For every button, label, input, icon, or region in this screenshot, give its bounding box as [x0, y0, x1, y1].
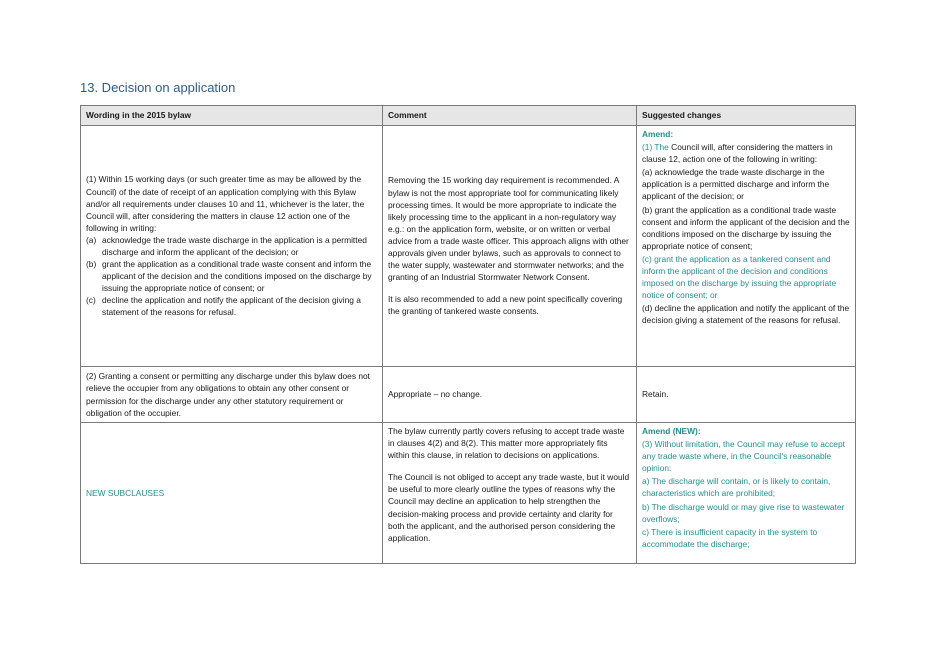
comment-paragraph: The bylaw currently partly covers refusing to accept trade waste in clauses 4(2) and 8(2). This matter more appropriately fits within this clause, in relation to decisions on applications. [388, 426, 625, 461]
list-item [86, 258, 377, 294]
suggested-item-b: (b) grant the application as a conditional trade waste consent and inform the applicant of the decision and the conditions imposed on the discharge by issuing the appropriate notice of consent; [642, 204, 850, 251]
amend-new-label: Amend (NEW): [642, 426, 701, 436]
wording-list [86, 234, 377, 319]
suggested-cell: Retain. [637, 367, 856, 423]
list-item [86, 234, 377, 258]
list-item-label: (b) [86, 259, 97, 270]
comment-cell [383, 423, 637, 564]
suggested-cell [637, 423, 856, 564]
suggested-clause-1 [642, 141, 850, 165]
table-row [81, 126, 856, 367]
suggested-cell [637, 126, 856, 367]
list-item-text: grant the application as a conditional trade waste consent and inform the applicant of the decision and the conditions imposed on the discharge by issuing the appropriate notice of consent; or [102, 259, 372, 294]
header-comment: Comment [383, 106, 637, 126]
suggested-item-a: a) The discharge will contain, or is likely to contain, characteristics which are prohibited; [642, 476, 831, 499]
header-wording: Wording in the 2015 bylaw [81, 106, 383, 126]
list-item-text: decline the application and notify the applicant of the decision giving a statement of the reasons for refusal. [102, 295, 361, 318]
wording-intro: (1) Within 15 working days (or such greater time as may be allowed by the Council) of the date of receipt of an application complying with this Bylaw and/or all requirements under clauses 10 and 11, whichever is the later, the Council will, after considering the matters in clause 12 action one of the following in writing: [86, 174, 365, 233]
suggested-clause-3: (3) Without limitation, the Council may refuse to accept any trade waste where, in the Council's reasonable opinion: [642, 439, 845, 474]
amend-label: Amend: [642, 129, 674, 139]
suggested-item-a: (a) acknowledge the trade waste discharge in the application is a permitted discharge and inform the applicant of the decision; or [642, 167, 830, 202]
comment-cell [383, 126, 637, 367]
list-item-label: (a) [86, 234, 97, 245]
comment-paragraph: Removing the 15 working day requirement is recommended. A bylaw is not the most appropriate tool for communicating likely processing times. It would be more appropriate to indicate the likely processing time to the applicant in a non-regulatory way e.g.: on the application form, website, or on written or verbal advice from a trade waste officer. This approach aligns with other approvals given under bylaws, such as approvals to connect to the water supply, wastewater and stormwater networks; and the granting of an Industrial Stormwater Network Consent. [388, 175, 629, 283]
wording-cell: (2) Granting a consent or permitting any discharge under this bylaw does not relieve the occupier from any obligations to obtain any other consent or permission for the discharge under any other statutory requirement or obligation of the occupier. [81, 367, 383, 423]
table-row [81, 367, 856, 423]
comment-paragraph: The Council is not obliged to accept any trade waste, but it would be useful to more clearly outline the types of reasons why the Council may decline an application to help strengthen the decision-making process and provide certainty and clarity for both the applicant, and the authorised person considering the application. [388, 472, 630, 543]
suggested-clause-1-rest: Council will, after considering the matters in clause 12, action one of the following in writing: [642, 142, 833, 165]
list-item-label: (c) [86, 295, 96, 306]
suggested-item-b: b) The discharge would or may give rise to wastewater overflows; [642, 501, 845, 524]
header-suggested-changes: Suggested changes [637, 106, 856, 126]
comment-paragraph: It is also recommended to add a new point specifically covering the granting of tankered waste consents. [388, 294, 623, 317]
suggested-item-d: (d) decline the application and notify the applicant of the decision giving a statement of the reasons for refusal. [642, 303, 850, 326]
comment-cell: Appropriate – no change. [383, 367, 637, 423]
new-subclauses-label: NEW SUBCLAUSES [81, 423, 383, 564]
table-row [81, 423, 856, 564]
section-title: 13. Decision on application [80, 80, 236, 95]
bylaw-comparison-table [80, 105, 856, 564]
suggested-item-c: c) There is insufficient capacity in the system to accommodate the discharge; [642, 526, 818, 549]
list-item [86, 294, 377, 318]
table-header-row [81, 106, 856, 126]
suggested-clause-1-lead: (1) The [642, 142, 669, 153]
suggested-item-c: (c) grant the application as a tankered consent and inform the applicant of the decision and conditions imposed on the discharge by issuing the appropriate notice of consent; or [642, 253, 837, 301]
list-item-text: acknowledge the trade waste discharge in the application is a permitted discharge and inform the applicant of the decision; or [102, 234, 367, 257]
wording-cell [81, 126, 383, 367]
